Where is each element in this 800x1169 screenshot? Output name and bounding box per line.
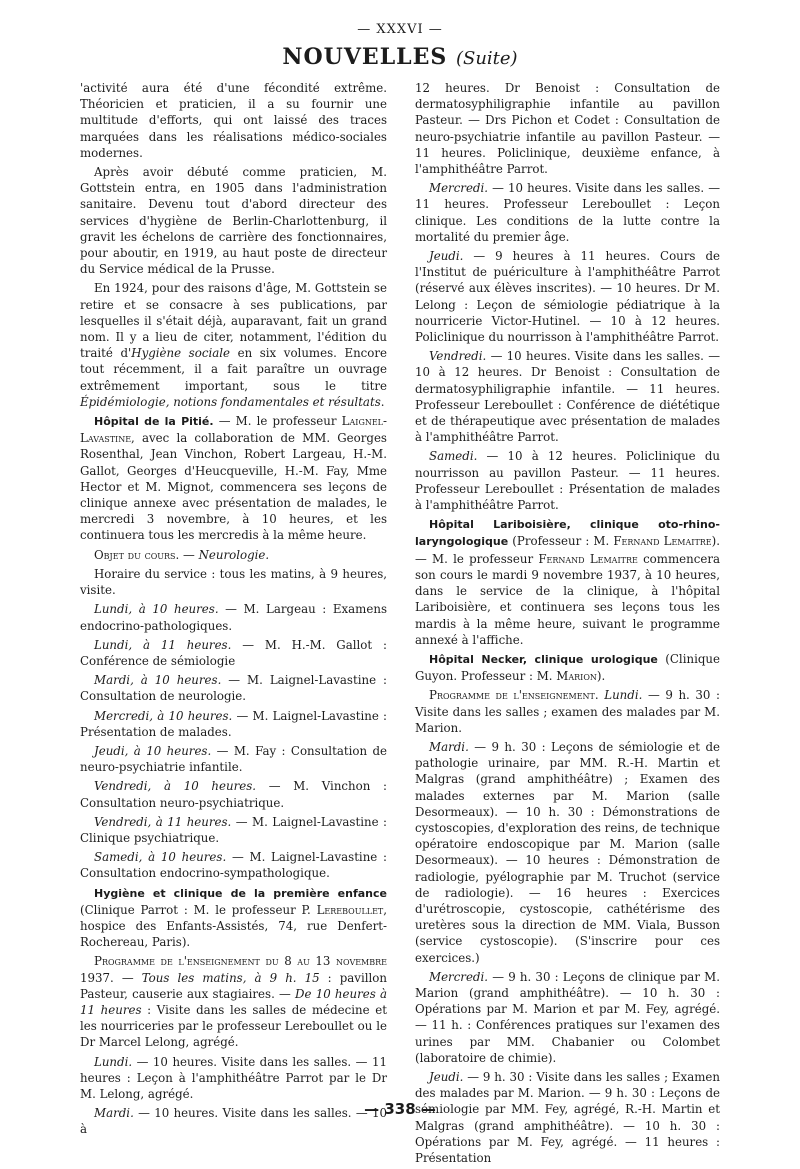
schedule-item: Samedi. — 10 à 12 heures. Policlinique du nourrisson au pavillon Pasteur. — 11 heures. Professeur Lereboullet : Présentation de malades à l'amphithéâtre Parrot. (415, 449, 720, 513)
paragraph: Objet du cours. — Neurologie. (94, 547, 270, 562)
left-column (80, 80, 387, 1141)
right-column (415, 80, 720, 1169)
page-title (0, 44, 800, 70)
page-number: — 338 — (364, 1100, 436, 1118)
paragraph: Programme de l'enseignement du 8 au 13 novembre 1937. — Tous les matins, à 9 h. 15 : pavillon Pasteur, causerie aux stagiaires. — De 10 heures à 11 heures : Visite dans les salles de médecine et les nourriceries par le professeur Lereboullet ou le Dr Marcel Lelong, agrégé. (80, 954, 387, 1050)
section-necker: Hôpital Necker, clinique urologique (Clinique Guyon. Professeur : M. Marion). (415, 651, 720, 684)
section-heading: Hôpital Necker, clinique urologique (429, 652, 658, 666)
schedule-item: Mercredi, à 10 heures. — M. Laignel-Lavastine : Présentation de malades. (80, 708, 387, 739)
schedule-item: Jeudi. — 9 h. 30 : Visite dans les salles ; Examen des malades par M. Marion. — 9 h. 30 : Leçons de sémiologie par MM. Fey, agrégé, R.-H. Martin et Malgras (grand amphithéâtre). — 10 h. 30 : Opérations par M. Fey, agrégé. — 11 heures : Présentation (415, 1069, 720, 1165)
paragraph: Après avoir débuté comme praticien, M. Gottstein entra, en 1905 dans l'administration sanitaire. Devenu tout d'abord directeur des services d'hygiène de Berlin-Charlottenburg, il gravit les échelons de carrière des fonctionnaires, pour aboutir, en 1919, au haut poste de directeur du Service médical de la Prusse. (80, 165, 387, 277)
section-lariboisiere: Hôpital Lariboisière, clinique oto-rhino-laryngologique (Professeur : M. Fernand Lemaitre). — M. le professeur Fernand Lemaitre commencera son cours le mardi 9 novembre 1937, à 10 heures, dans le service de la clinique, à l'hôpital Lariboisière, et continuera ses leçons tous les mardis à la même heure, suivant le programme annexé à l'affiche. (415, 518, 720, 647)
schedule-item: Lundi, à 11 heures. — M. H.-M. Gallot : Conférence de sémiologie (80, 637, 387, 668)
schedule-item: Lundi, à 10 heures. — M. Largeau : Examens endocrino-pathologiques. (80, 602, 388, 633)
section-hygiene: Hygiène et clinique de la première enfance (Clinique Parrot : M. le professeur P. Lereboullet, hospice des Enfants-Assistés, 74, rue Denfert-Rochereau, Paris). (80, 886, 388, 950)
section-heading: Hôpital de la Pitié. (94, 415, 214, 429)
schedule-item: Samedi, à 10 heures. — M. Laignel-Lavastine : Consultation endocrino-sympathologique. (80, 850, 387, 881)
schedule-item: Mercredi. — 9 h. 30 : Leçons de clinique par M. Marion (grand amphithéâtre). — 10 h. 30 : Opérations par M. Marion et par M. Fey, agrégé. — 11 h. : Conférences pratiques sur l'examen des urines par MM. Chabanier ou Colombet (laboratoire de chimie). (415, 969, 720, 1065)
schedule-item: Vendredi. — 10 heures. Visite dans les salles. — 10 à 12 heures. Dr Benoist : Consultation de dermatosyphiligraphie infantile. — 11 heures. Professeur Lereboullet : Conférence de diététique et de thérapeutique avec présentation de malades à l'amphithéâtre Parrot. (415, 349, 720, 445)
schedule-item: Jeudi. — 9 heures à 11 heures. Cours de l'Institut de puériculture à l'amphithéâtre Parrot (réservé aux élèves inscrites). — 10 heures. Dr M. Lelong : Leçon de sémiologie pédiatrique à la nourricerie Victor-Hutinel. — 10 à 12 heures. Policlinique du nourrisson à l'amphithéâtre Parrot. (415, 249, 720, 345)
schedule-item: Mardi. — 10 heures. Visite dans les salles. — 10 à (80, 1106, 387, 1137)
schedule-item: Mardi, à 10 heures. — M. Laignel-Lavastine : Consultation de neurologie. (80, 673, 387, 704)
title-text: NOUVELLES (282, 44, 448, 70)
section-heading: Hôpital Lariboisière, clinique oto-rhino-laryngologique (415, 518, 720, 549)
title-suite: (Suite) (455, 48, 518, 69)
paragraph: Programme de l'enseignement. Lundi. — 9 h. 30 : Visite dans les salles ; examen des malades par M. Marion. (415, 688, 720, 735)
paragraph: En 1924, pour des raisons d'âge, M. Gottstein se retire et se consacre à ses publications, par lesquelles il s'était déjà, auparavant, fait un grand nom. Il y a lieu de citer, notamment, l'édition du traité d'Hygiène sociale en six volumes. Encore tout récemment, il a fait paraître un ouvrage extrêmement important, sous le titre Épidémiologie, notions fondamentales et résultats. (80, 281, 387, 409)
section-heading: Hygiène et clinique de la première enfance (94, 886, 387, 900)
schedule-item: Mardi. — 9 h. 30 : Leçons de sémiologie et de pathologie urinaire, par MM. R.-H. Martin et Malgras (grand amphithéâtre) ; Examen des malades externes par M. Marion (salle Desormeaux). — 10 h. 30 : Démonstrations de cystoscopies, d'exploration des reins, de technique opératoire endoscopique par M. Marion (salle Desormeaux). — 10 heures : Démonstration de radiologie, pyélographie par M. Truchot (service de radiologie). — 16 heures : Exercices d'urétroscopie, cystoscopie, cathétérisme des uretères sous la direction de MM. Viala, Busson (service cystoscopie). (S'inscrire pour ces exercices.) (415, 739, 720, 965)
schedule-item: Mercredi. — 10 heures. Visite dans les salles. — 11 heures. Professeur Lereboullet : Leçon clinique. Les conditions de la lutte contre la mortalité du premier âge. (415, 181, 720, 244)
schedule-item: Vendredi, à 10 heures. — M. Vinchon : Consultation neuro-psychiatrique. (80, 779, 387, 810)
paragraph: 'activité aura été d'une fécondité extrême. Théoricien et praticien, il a su fournir une multitude d'efforts, qui ont laissé des traces marquées dans les réalisations médico-sociales modernes. (80, 81, 387, 160)
paragraph: 12 heures. Dr Benoist : Consultation de dermatosyphiligraphie infantile au pavillon Pasteur. — Drs Pichon et Codet : Consultation de neuro-psychiatrie infantile au pavillon Pasteur. — 11 heures. Policlinique, deuxième enfance, à l'amphithéâtre Parrot. (415, 81, 720, 177)
schedule-item: Vendredi, à 11 heures. — M. Laignel-Lavastine : Clinique psychiatrique. (80, 814, 387, 845)
section-pitie: Hôpital de la Pitié. — M. le professeur Laignel-Lavastine, avec la collaboration de MM. Georges Rosenthal, Jean Vinchon, Robert Largeau, H.-M. Gallot, Georges d'Heucqueville, H.-M. Fay, Mme Hector et M. Mignot, commencera ses leçons de clinique annexe avec présentation de malades, le mercredi 3 novembre, à 10 heures, et les continuera tous les mercredis à la même heure. (80, 414, 387, 543)
schedule-item: Jeudi, à 10 heures. — M. Fay : Consultation de neuro-psychiatrie infantile. (80, 743, 387, 775)
paragraph: Horaire du service : tous les matins, à 9 heures, visite. (80, 566, 387, 598)
roman-page-marker: — XXXVI — (357, 22, 443, 37)
schedule-item: Lundi. — 10 heures. Visite dans les salles. — 11 heures : Leçon à l'amphithéâtre Parrot par le Dr M. Lelong, agrégé. (80, 1054, 387, 1101)
